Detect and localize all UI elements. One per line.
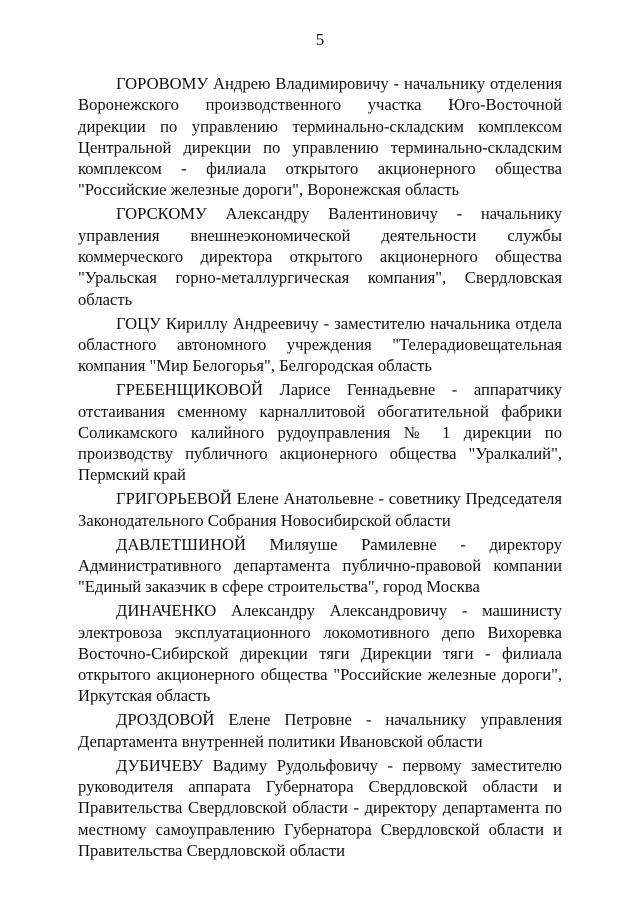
list-item: ГОРОВОМУ Андрею Владимировичу - начальнику отделения Воронежского производственного участка Юго-Восточной дирекции по управлению терминально-складским комплексом Центральной дирекции по управлению терминально-складским комплексом - филиала открытого акционерного общества "Российские железные дороги", Воронежская область	[78, 74, 562, 200]
award-list	[78, 73, 562, 864]
page-number: 5	[315, 30, 325, 49]
list-item: ГОЦУ Кириллу Андреевичу - заместителю начальника отдела областного автономного учреждения "Телерадиовещательная компания "Мир Белогорья", Белгородская область	[78, 313, 562, 376]
list-item: ГОРСКОМУ Александру Валентиновичу - начальнику управления внешнеэкономической деятельности службы коммерческого директора открытого акционерного общества "Уральская горно-металлургическая компания", Свердловская область	[78, 204, 562, 309]
list-item: ГРИГОРЬЕВОЙ Елене Анатольевне - советнику Председателя Законодательного Собрания Новосибирской области	[78, 489, 562, 530]
list-item: ДАВЛЕТШИНОЙ Миляуше Рамилевне - директору Административного департамента публично-правовой компании "Единый заказчик в сфере строительства", город Москва	[78, 534, 562, 597]
list-item: ДИНАЧЕНКО Александру Александровичу - машинисту электровоза эксплуатационного локомотивного депо Вихоревка Восточно-Сибирской дирекции тяги Дирекции тяги - филиала открытого акционерного общества "Российские железные дороги", Иркутская область	[78, 601, 562, 706]
list-item: ГРЕБЕНЩИКОВОЙ Ларисе Геннадьевне - аппаратчику отстаивания сменному карналлитовой обогатительной фабрики Соликамского калийного рудоуправления № 1 дирекции по производству публичного акционерного общества "Уралкалий", Пермский край	[78, 380, 562, 485]
list-item: ДУБИЧЕВУ Вадиму Рудольфовичу - первому заместителю руководителя аппарата Губернатора Свердловской области и Правительства Свердловской области - директору департамента по местному самоуправлению Губернатора Свердловской области и Правительства Свердловской области	[78, 755, 562, 860]
list-item: ДРОЗДОВОЙ Елене Петровне - начальнику управления Департамента внутренней политики Ивановской области	[78, 710, 562, 751]
